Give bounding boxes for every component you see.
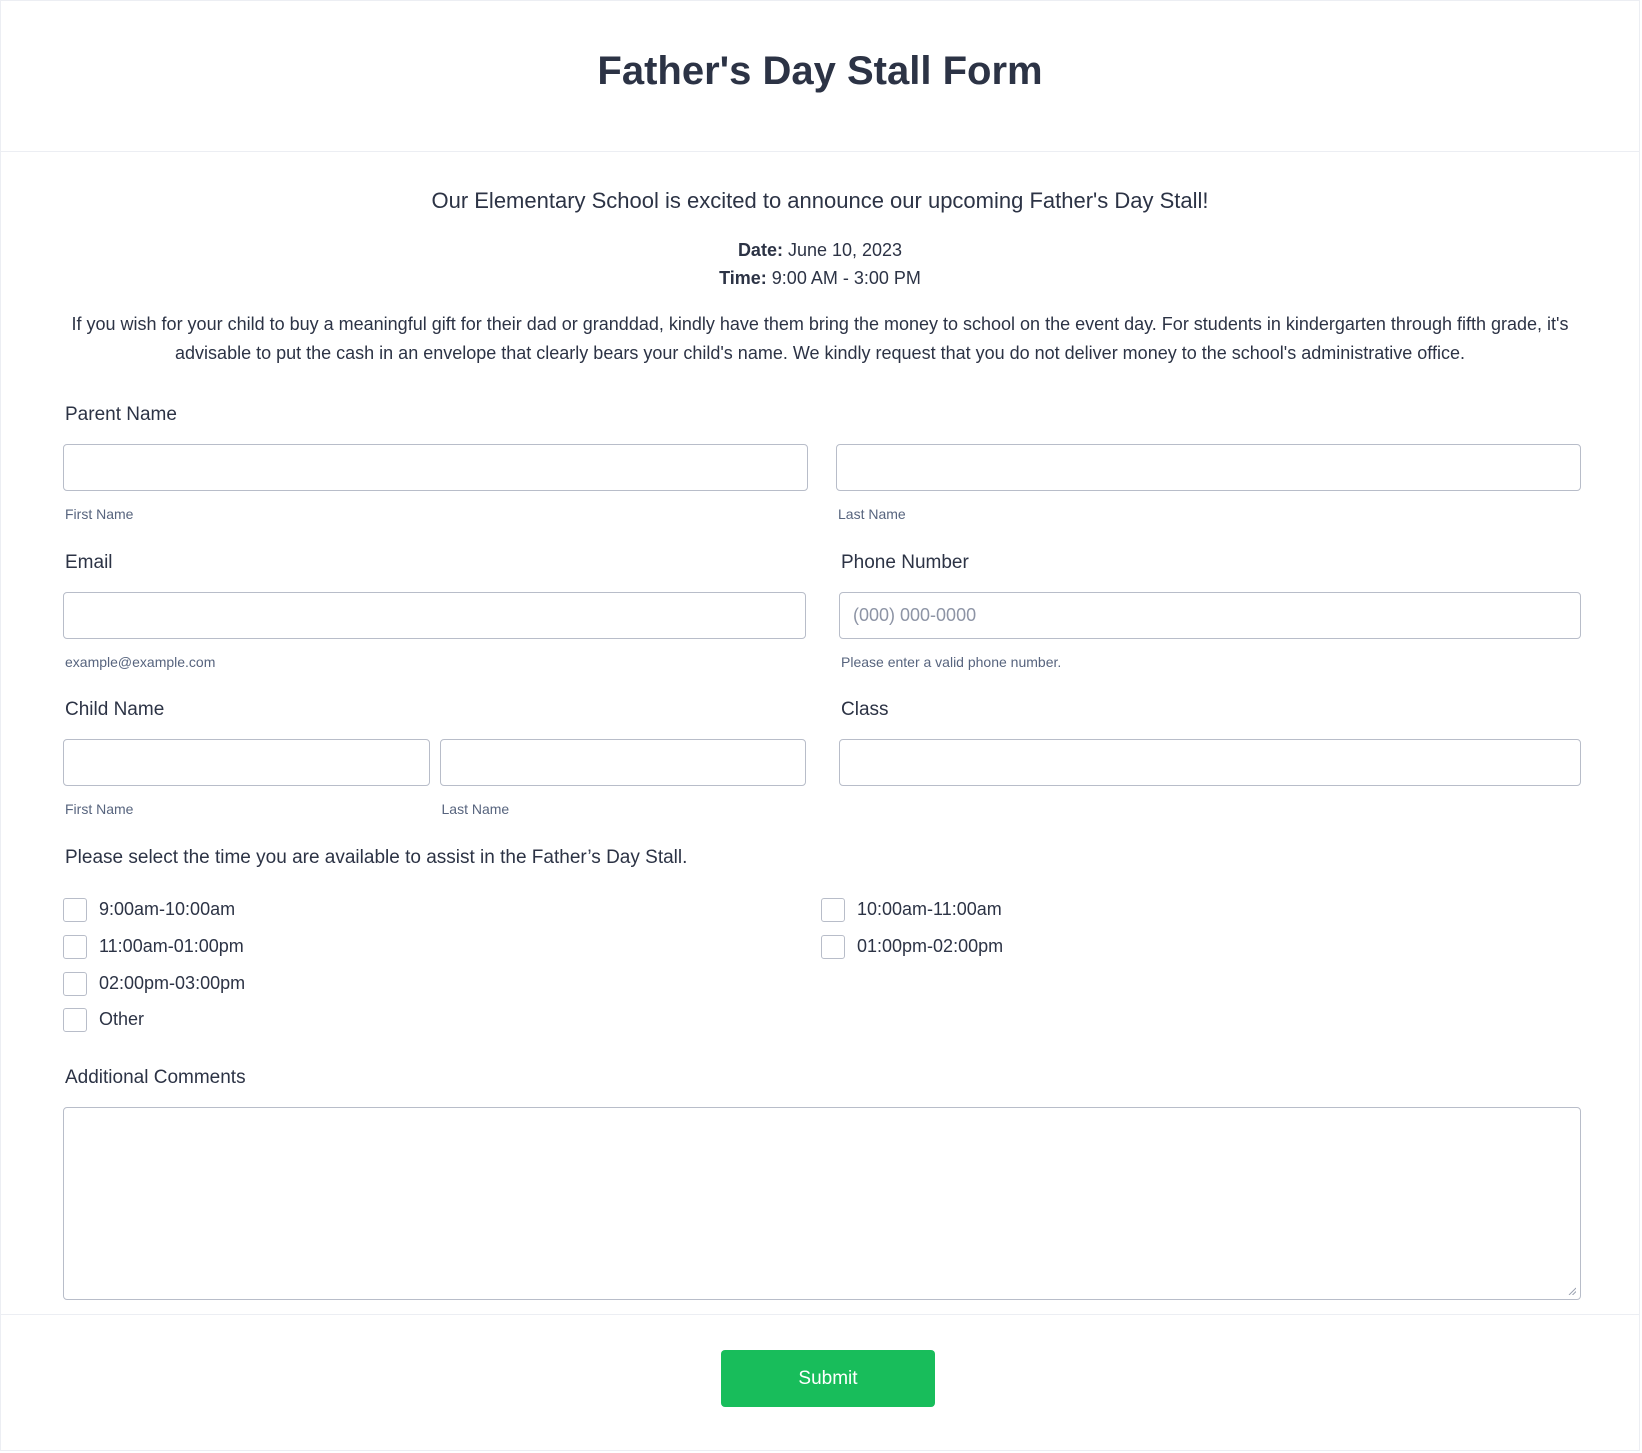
form-footer bbox=[1, 1314, 1639, 1452]
form-title: Father's Day Stall Form bbox=[597, 48, 1043, 93]
checkbox[interactable] bbox=[63, 935, 87, 959]
class-input[interactable] bbox=[839, 739, 1581, 786]
checkbox-label: 02:00pm-03:00pm bbox=[99, 973, 246, 993]
form-header bbox=[1, 1, 1639, 152]
availability-option[interactable] bbox=[63, 1007, 144, 1032]
child-first-name-group bbox=[63, 739, 430, 817]
phone-sublabel: Please enter a valid phone number. bbox=[841, 654, 1062, 670]
availability-field bbox=[63, 846, 1581, 1036]
event-time bbox=[65, 264, 1575, 292]
parent-last-name-sublabel: Last Name bbox=[838, 506, 906, 522]
availability-question: Please select the time you are available to assist in the Father’s Day Stall. bbox=[65, 847, 688, 868]
date-label: Date: bbox=[737, 240, 783, 260]
resize-handle-icon[interactable] bbox=[1568, 1287, 1576, 1295]
email-sublabel: example@example.com bbox=[65, 654, 216, 670]
phone-input[interactable] bbox=[839, 592, 1581, 639]
email-input[interactable] bbox=[63, 592, 806, 639]
availability-option[interactable] bbox=[821, 897, 1002, 922]
child-name-field bbox=[63, 698, 806, 817]
class-label: Class bbox=[841, 699, 889, 720]
checkbox-label: 01:00pm-02:00pm bbox=[857, 936, 1004, 956]
child-first-name-sublabel: First Name bbox=[65, 801, 134, 817]
checkbox[interactable] bbox=[63, 1008, 87, 1032]
checkbox[interactable] bbox=[63, 898, 87, 922]
email-label: Email bbox=[65, 552, 113, 573]
child-last-name-group bbox=[440, 739, 807, 817]
parent-last-name-input[interactable] bbox=[836, 444, 1581, 491]
phone-label: Phone Number bbox=[841, 552, 969, 573]
comments-field bbox=[63, 1066, 1581, 1300]
availability-option[interactable] bbox=[63, 897, 235, 922]
class-field bbox=[839, 698, 1581, 786]
checkbox-label: 9:00am-10:00am bbox=[99, 899, 236, 919]
child-first-name-input[interactable] bbox=[63, 739, 430, 786]
checkbox-label: Other bbox=[99, 1009, 145, 1029]
parent-first-name-input[interactable] bbox=[63, 444, 808, 491]
child-name-label: Child Name bbox=[65, 699, 165, 720]
time-value: 9:00 AM - 3:00 PM bbox=[766, 268, 921, 288]
child-last-name-input[interactable] bbox=[440, 739, 807, 786]
intro-section bbox=[1, 152, 1639, 368]
time-label: Time: bbox=[719, 268, 767, 288]
intro-body: If you wish for your child to buy a meaningful gift for their dad or granddad, kindly have them bring the money to school on the event day. For students in kindergarten through fifth grade, it's advisable to put the cash in an envelope that clearly bears your child's name. We kindly request that you do not deliver money to the school's administrative office. bbox=[71, 314, 1569, 363]
availability-option[interactable] bbox=[821, 934, 1003, 959]
comments-label: Additional Comments bbox=[65, 1067, 246, 1088]
parent-last-name-group bbox=[836, 444, 1581, 522]
phone-field bbox=[839, 551, 1581, 670]
submit-button[interactable]: Submit bbox=[721, 1350, 935, 1407]
intro-lead: Our Elementary School is excited to announce our upcoming Father's Day Stall! bbox=[431, 188, 1209, 213]
parent-first-name-sublabel: First Name bbox=[65, 506, 134, 522]
date-value: June 10, 2023 bbox=[782, 240, 903, 260]
availability-option[interactable] bbox=[63, 971, 245, 996]
event-date bbox=[65, 236, 1575, 264]
parent-first-name-group bbox=[63, 444, 808, 522]
checkbox[interactable] bbox=[63, 972, 87, 996]
availability-option[interactable] bbox=[63, 934, 244, 959]
checkbox-label: 11:00am-01:00pm bbox=[99, 936, 244, 956]
parent-name-label: Parent Name bbox=[65, 404, 177, 425]
comments-textarea[interactable] bbox=[63, 1107, 1581, 1300]
email-field bbox=[63, 551, 806, 670]
parent-name-field bbox=[63, 403, 1581, 522]
checkbox-label: 10:00am-11:00am bbox=[857, 899, 1002, 919]
checkbox[interactable] bbox=[821, 898, 845, 922]
checkbox[interactable] bbox=[821, 935, 845, 959]
child-last-name-sublabel: Last Name bbox=[441, 801, 510, 817]
